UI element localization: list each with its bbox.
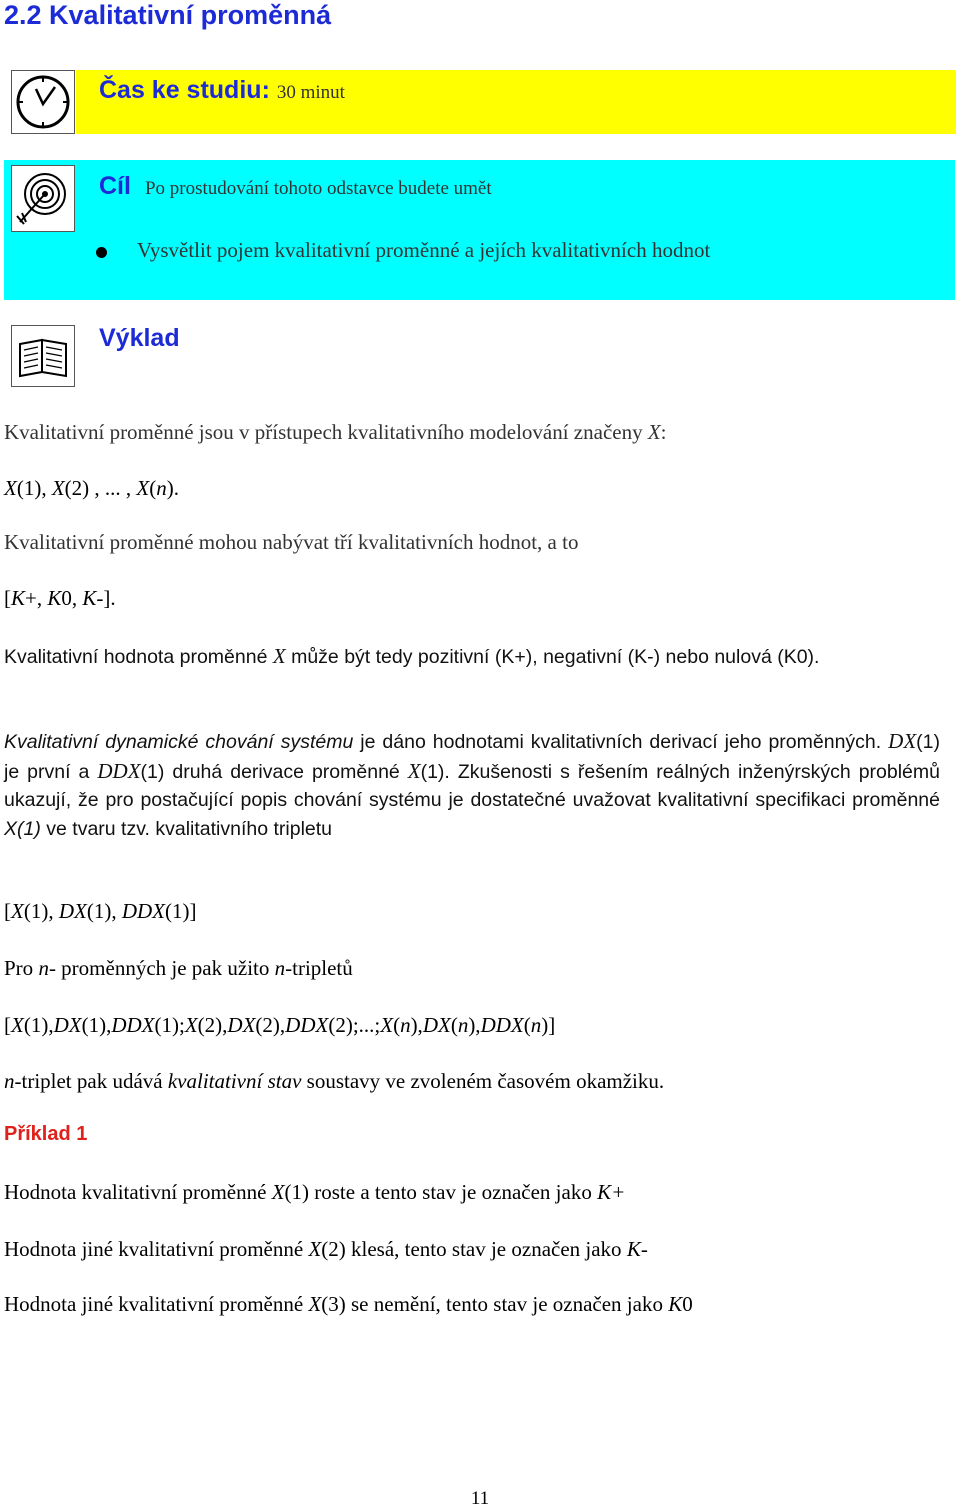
- text-line-3: Kvalitativní proměnné mohou nabývat tří kvalitativních hodnot, a to: [4, 530, 579, 554]
- target-icon: [11, 165, 75, 232]
- goal-label: Cíl Po prostudování tohoto odstavce budete umět: [99, 172, 492, 200]
- example-line-1: Hodnota kvalitativní proměnné X(1) roste a tento stav je označen jako K+: [4, 1180, 626, 1204]
- section-heading: 2.2 Kvalitativní proměnná: [4, 0, 332, 30]
- text-line-10: n-triplet pak udává kvalitativní stav soustavy ve zvoleném časovém okamžiku.: [4, 1069, 665, 1093]
- example-title: Příklad 1: [4, 1123, 88, 1145]
- book-icon: [11, 325, 75, 387]
- example-line-2: Hodnota jiné kvalitativní proměnné X(2) klesá, tento stav je označen jako K-: [4, 1237, 648, 1261]
- formula-variables: X(1), X(2) , ... , X(n).: [4, 476, 179, 500]
- clock-icon: [11, 70, 75, 134]
- bullet-dot: [96, 247, 107, 258]
- formula-values: [K+, K0, K-].: [4, 586, 116, 610]
- time-value: 30 minut: [276, 82, 345, 103]
- time-label: Čas ke studiu: 30 minut: [99, 76, 345, 104]
- formula-triplet: [X(1), DX(1), DDX(1)]: [4, 899, 197, 923]
- paragraph-values: Kvalitativní hodnota proměnné X může být tedy pozitivní (K+), negativní (K-) nebo nulová (K0).: [4, 644, 820, 668]
- text-line-8: Pro n- proměnných je pak užito n-tripletů: [4, 956, 353, 980]
- page-number: 11: [470, 1488, 490, 1509]
- formula-n-triplet: [X(1),DX(1),DDX(1);X(2),DX(2),DDX(2);...;X(n),DX(n),DDX(n)]: [4, 1013, 556, 1037]
- goal-intro: Po prostudování tohoto odstavce budete umět: [144, 178, 492, 199]
- text-line-1: Kvalitativní proměnné jsou v přístupech kvalitativního modelování značeny X:: [4, 420, 667, 444]
- example-line-3: Hodnota jiné kvalitativní proměnné X(3) se nemění, tento stav je označen jako K0: [4, 1292, 693, 1316]
- goal-bullet-text: Vysvětlit pojem kvalitativní proměnné a jejích kvalitativních hodnot: [137, 238, 711, 262]
- vyklad-heading: Výklad: [99, 324, 180, 352]
- paragraph-dynamics: Kvalitativní dynamické chování systému je dáno hodnotami kvalitativních derivací jeho proměnných. DX(1) je první a DDX(1) druhá derivace proměnné X(1). Zkušenosti s řešením reálných inženýrských problémů ukazují, že pro postačující popis chování systému je dostatečné uvažovat kvalitativní specifikaci proměnné X(1) ve tvaru tzv. kvalitativního tripletu: [4, 729, 940, 840]
